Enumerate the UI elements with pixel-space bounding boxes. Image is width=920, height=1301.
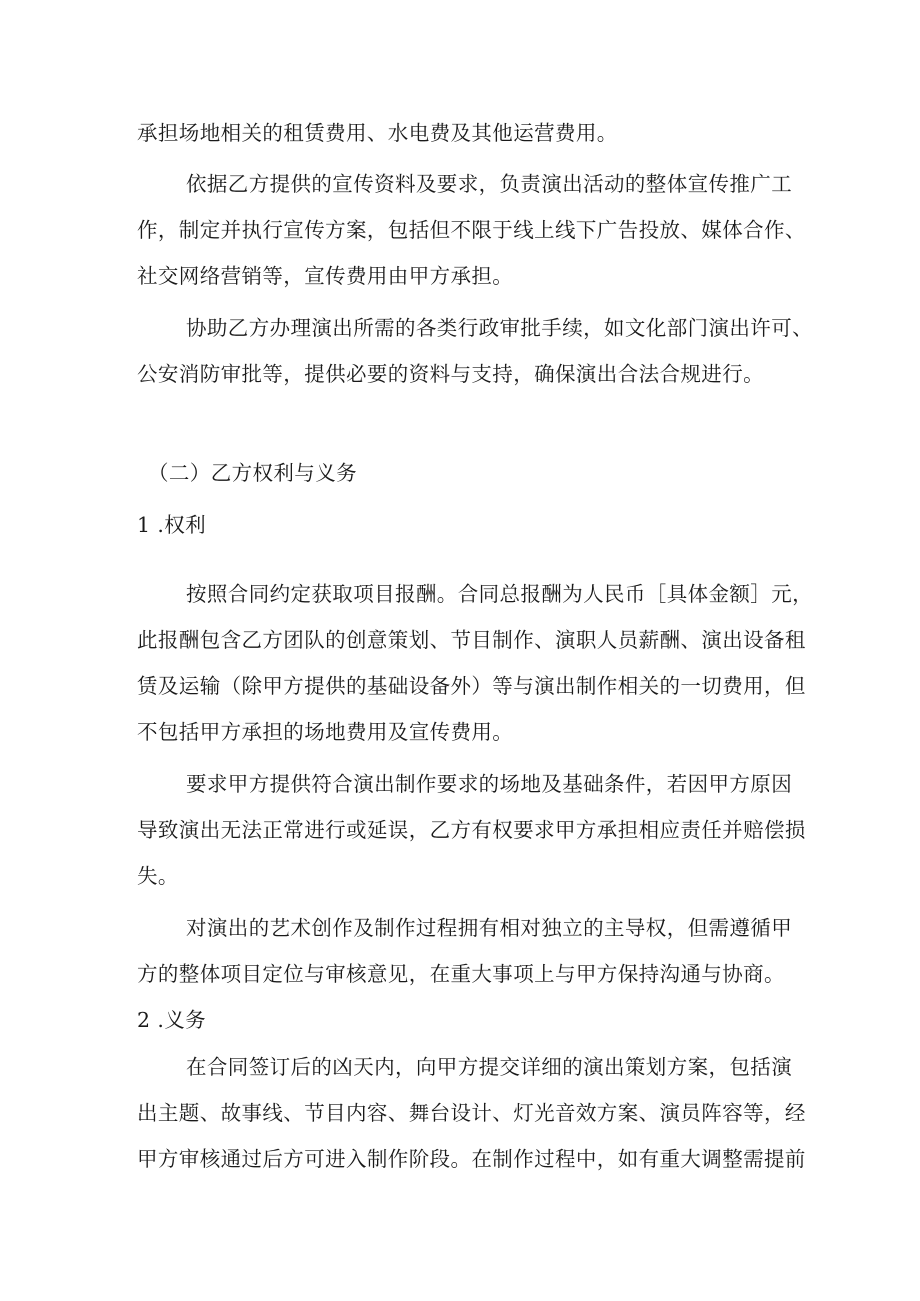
paragraph-line: 出主题、故事线、节目内容、舞台设计、灯光音效方案、演员阵容等，经 [137, 1101, 806, 1125]
paragraph-line: 此报酬包含乙方团队的创意策划、节目制作、演职人员薪酬、演出设备租 [137, 628, 806, 652]
paragraph-line: 对演出的艺术创作及制作过程拥有相对独立的主导权，但需遵循甲 [186, 916, 793, 940]
paragraph-line: 不包括甲方承担的场地费用及宣传费用。 [137, 720, 514, 744]
paragraph-line: 甲方审核通过后方可进入制作阶段。在制作过程中，如有重大调整需提前 [137, 1147, 806, 1171]
paragraph-line: 承担场地相关的租赁费用、水电费及其他运营费用。 [137, 121, 618, 145]
paragraph-line: 导致演出无法正常进行或延误，乙方有权要求甲方承担相应责任并赔偿损 [137, 818, 806, 842]
paragraph-line: 作，制定并执行宣传方案，包括但不限于线上线下广告投放、媒体合作、 [137, 218, 806, 242]
section-heading: （二）乙方权利与义务 [148, 461, 357, 485]
subsection-heading: 2 .义务 [137, 1008, 207, 1032]
paragraph-line: 公安消防审批等，提供必要的资料与支持，确保演出合法合规进行。 [137, 362, 764, 386]
paragraph-line: 在合同签订后的凶天内，向甲方提交详细的演出策划方案，包括演 [186, 1055, 793, 1079]
paragraph-line: 社交网络营销等，宣传费用由甲方承担。 [137, 264, 514, 288]
paragraph-line: 依据乙方提供的宣传资料及要求，负责演出活动的整体宣传推广工 [186, 172, 793, 196]
paragraph-line: 按照合同约定获取项目报酬。合同总报酬为人民币［具体金额］元， [186, 582, 813, 606]
paragraph-line: 协助乙方办理演出所需的各类行政审批手续，如文化部门演出许可、 [186, 316, 813, 340]
paragraph-line: 要求甲方提供符合演出制作要求的场地及基础条件，若因甲方原因 [186, 772, 793, 796]
paragraph-line: 赁及运输（除甲方提供的基础设备外）等与演出制作相关的一切费用，但 [137, 674, 806, 698]
paragraph-line: 失。 [137, 864, 179, 888]
subsection-heading: 1 .权利 [137, 513, 207, 537]
paragraph-line: 方的整体项目定位与审核意见，在重大事项上与甲方保持沟通与协商。 [137, 962, 785, 986]
